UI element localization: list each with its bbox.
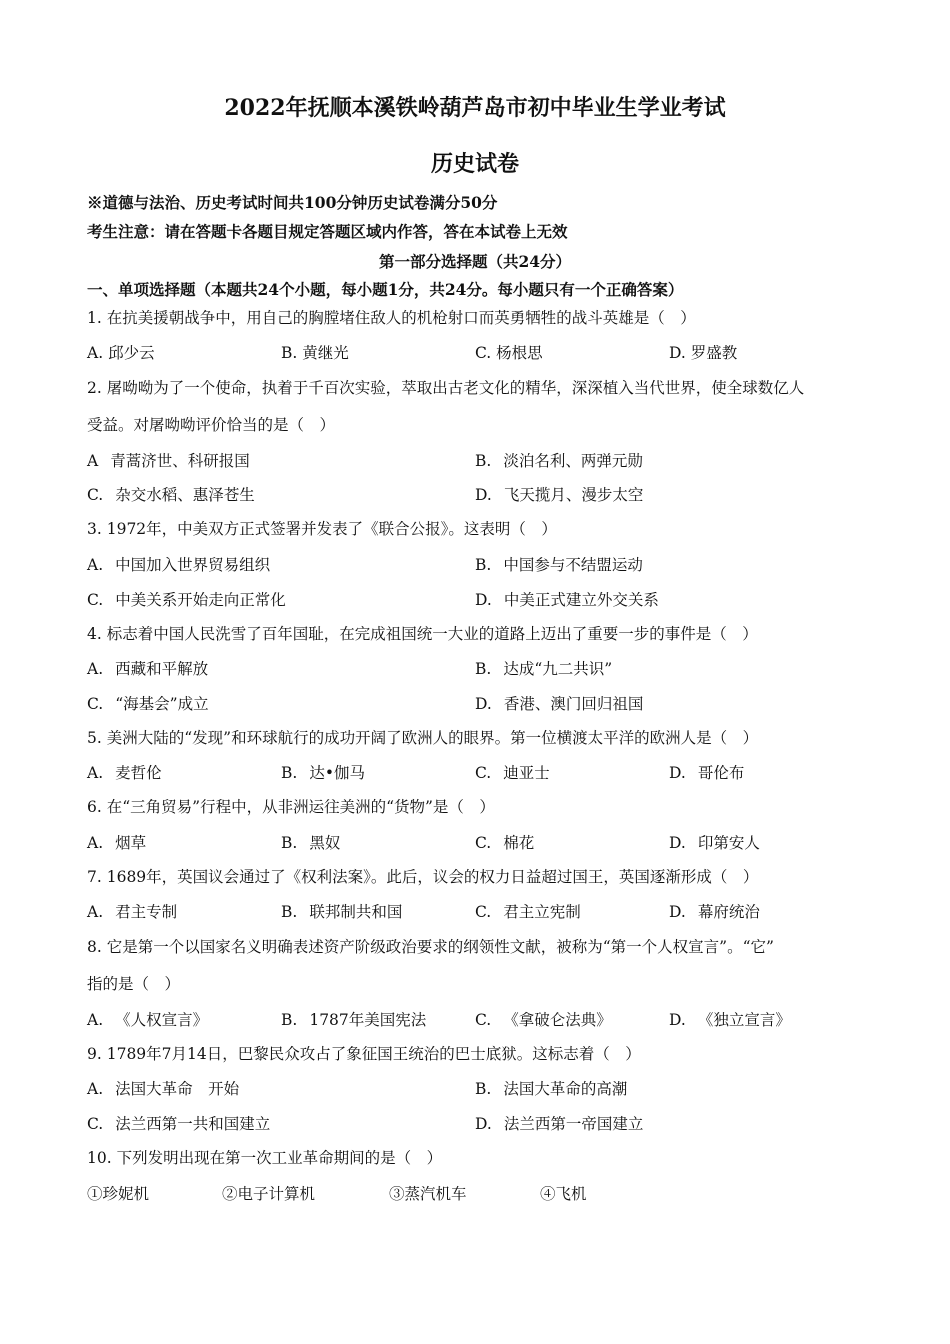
q4-option-c: C. “海基会”成立 [87,695,209,713]
q6-option-a: A. 烟草 [87,834,147,852]
q9-option-d: D. 法兰西第一帝国建立 [475,1115,644,1133]
question-2-stem-line2: 受益。对屠呦呦评价恰当的是（ ） [87,416,336,434]
candidate-note: 考生注意：请在答题卡各题目规定答题区域内作答，答在本试卷上无效 [87,222,568,241]
q4-option-a: A. 西藏和平解放 [87,660,209,678]
q5-option-b: B. 达•伽马 [281,764,365,782]
q7-option-b: B. 联邦制共和国 [281,903,403,921]
q5-option-a: A. 麦哲伦 [87,764,162,782]
part1-title: 第一部分选择题（共24分） [378,252,572,271]
q1-option-a: A. 邱少云 [87,344,155,362]
question-9-stem: 9. 1789年7月14日，巴黎民众攻占了象征国王统治的巴士底狱。这标志着（ ） [87,1045,641,1063]
question-10-stem: 10. 下列发明出现在第一次工业革命期间的是（ ） [87,1149,443,1167]
q3-option-d: D. 中美正式建立外交关系 [475,591,659,609]
q3-option-c: C. 中美关系开始走向正常化 [87,591,286,609]
q1-option-d: D. 罗盛教 [669,344,738,362]
q10-item-3: ③蒸汽机车 [389,1185,467,1203]
q2-option-a: A 青蒿济世、科研报国 [87,452,250,470]
q4-option-d: D. 香港、澳门回归祖国 [475,695,644,713]
section-heading: 一、单项选择题（本题共24个小题，每小题1分，共24分。每小题只有一个正确答案） [87,280,684,299]
time-note: ※道德与法治、历史考试时间共100分钟历史试卷满分50分 [87,193,498,212]
q9-option-b: B. 法国大革命的高潮 [475,1080,628,1098]
q7-option-c: C. 君主立宪制 [475,903,581,921]
exam-title: 2022年抚顺本溪铁岭葫芦岛市初中毕业生学业考试 [224,95,726,121]
q10-item-1: ①珍妮机 [87,1185,150,1203]
q6-option-d: D. 印第安人 [669,834,760,852]
q1-option-b: B. 黄继光 [281,344,349,362]
q8-option-a: A. 《人权宣言》 [87,1011,209,1029]
q1-option-c: C. 杨根思 [475,344,543,362]
q2-option-d: D. 飞天揽月、漫步太空 [475,486,644,504]
question-2-stem-line1: 2. 屠呦呦为了一个使命，执着于千百次实验，萃取出古老文化的精华，深深植入当代世界，使全球数亿人 [87,379,805,397]
q6-option-b: B. 黑奴 [281,834,341,852]
q9-option-a: A. 法国大革命 开始 [87,1080,240,1098]
question-6-stem: 6. 在“三角贸易”行程中，从非洲运往美洲的“货物”是（ ） [87,798,495,816]
question-4-stem: 4. 标志着中国人民洗雪了百年国耻，在完成祖国统一大业的道路上迈出了重要一步的事件是（ ） [87,625,758,643]
q5-option-d: D. 哥伦布 [669,764,745,782]
q2-option-b: B. 淡泊名利、两弹元勋 [475,452,643,470]
question-5-stem: 5. 美洲大陆的“发现”和环球航行的成功开阔了欧洲人的眼界。第一位横渡太平洋的欧洲人是（ ） [87,729,759,747]
question-1-stem: 1. 在抗美援朝战争中，用自己的胸膛堵住敌人的机枪射口而英勇牺牲的战斗英雄是（ ） [87,309,696,327]
q10-item-4: ④飞机 [540,1185,587,1203]
question-7-stem: 7. 1689年，英国议会通过了《权利法案》。此后，议会的权力日益超过国王，英国逐渐形成（ ） [87,868,759,886]
q4-option-b: B. 达成“九二共识” [475,660,613,678]
q8-option-b: B. 1787年美国宪法 [281,1011,427,1029]
question-8-stem-line2: 指的是（ ） [87,975,181,993]
q10-item-2: ②电子计算机 [222,1185,316,1203]
question-8-stem-line1: 8. 它是第一个以国家名义明确表述资产阶级政治要求的纲领性文献，被称为“第一个人权宣言”。“它” [87,938,774,956]
exam-subtitle: 历史试卷 [430,151,519,177]
q8-option-d: D. 《独立宣言》 [669,1011,791,1029]
q5-option-c: C. 迪亚士 [475,764,550,782]
question-3-stem: 3. 1972年，中美双方正式签署并发表了《联合公报》。这表明（ ） [87,520,557,538]
q7-option-d: D. 幕府统治 [669,903,760,921]
q6-option-c: C. 棉花 [475,834,535,852]
q9-option-c: C. 法兰西第一共和国建立 [87,1115,271,1133]
q3-option-b: B. 中国参与不结盟运动 [475,556,643,574]
q8-option-c: C. 《拿破仑法典》 [475,1011,612,1029]
q2-option-c: C. 杂交水稻、惠泽苍生 [87,486,255,504]
q3-option-a: A. 中国加入世界贸易组织 [87,556,271,574]
q7-option-a: A. 君主专制 [87,903,178,921]
